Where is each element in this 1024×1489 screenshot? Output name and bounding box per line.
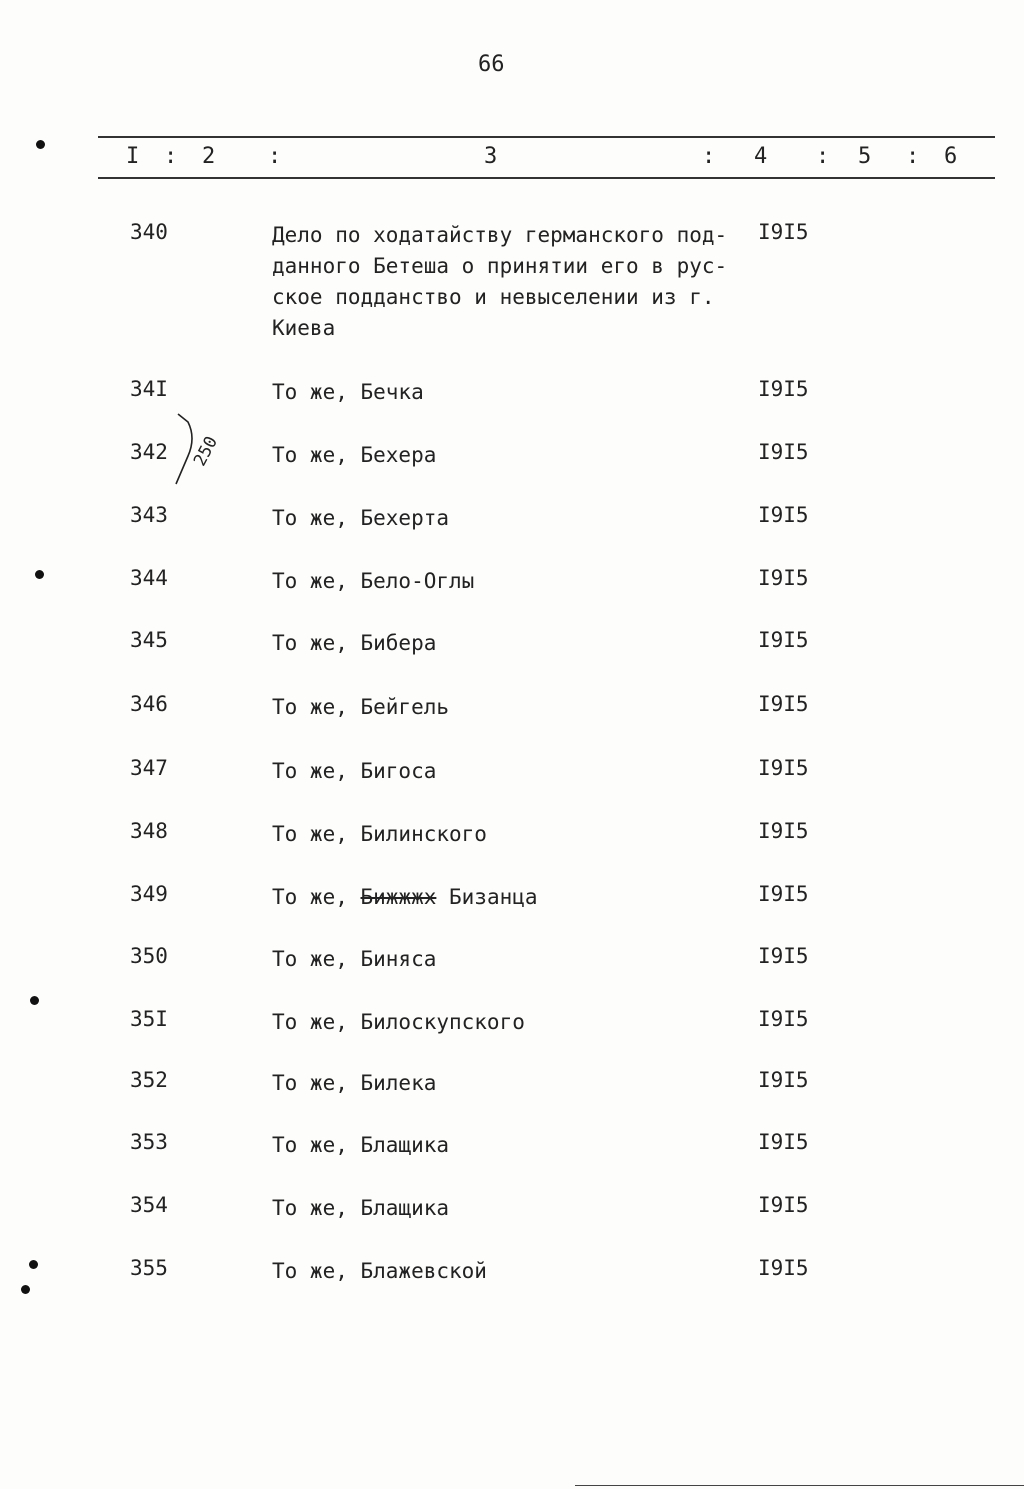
row-year: I9I5 bbox=[758, 819, 809, 843]
row-description: То же, Биняса bbox=[272, 947, 437, 971]
row-description: То же, Бибера bbox=[272, 631, 437, 655]
row-year: I9I5 bbox=[758, 220, 809, 244]
row-year: I9I5 bbox=[758, 882, 809, 906]
handwritten-annotation bbox=[174, 412, 234, 492]
row-description: То же, Билинского bbox=[272, 822, 487, 846]
row-number: 344 bbox=[130, 566, 168, 590]
row-year: I9I5 bbox=[758, 566, 809, 590]
row-description: То же, Блажевской bbox=[272, 1259, 487, 1283]
row-number: 349 bbox=[130, 882, 168, 906]
header-col-6: 6 bbox=[944, 144, 958, 169]
row-year: I9I5 bbox=[758, 944, 809, 968]
row-description: То же, Бейгель bbox=[272, 695, 450, 719]
row-number: 35I bbox=[130, 1007, 168, 1031]
row-description: Дело по ходатайству германского под- данного Бетеша о принятии его в рус- ское подданство и невыселении из г. Киева bbox=[272, 223, 728, 340]
page-number: 66 bbox=[478, 52, 505, 77]
row-description: То же, Билека bbox=[272, 1071, 437, 1095]
punch-hole-mark bbox=[36, 140, 45, 149]
punch-hole-mark bbox=[30, 996, 39, 1005]
punch-hole-mark bbox=[29, 1260, 38, 1269]
header-rule-bottom bbox=[98, 177, 995, 179]
row-year: I9I5 bbox=[758, 503, 809, 527]
row-number: 350 bbox=[130, 944, 168, 968]
row-description: То же, Бехерта bbox=[272, 506, 450, 530]
header-sep: : bbox=[702, 144, 716, 169]
header-col-2: 2 bbox=[202, 144, 216, 169]
row-number: 348 bbox=[130, 819, 168, 843]
row-year: I9I5 bbox=[758, 1068, 809, 1092]
row-description-prefix: То же, bbox=[272, 885, 361, 909]
row-description-suffix: Бизанца bbox=[436, 885, 538, 909]
row-year: I9I5 bbox=[758, 1256, 809, 1280]
header-sep: : bbox=[906, 144, 920, 169]
header-rule-top bbox=[98, 136, 995, 138]
header-sep: : bbox=[816, 144, 830, 169]
row-description: То же, Бечка bbox=[272, 380, 424, 404]
punch-hole-mark bbox=[35, 570, 44, 579]
header-sep: : bbox=[268, 144, 282, 169]
row-year: I9I5 bbox=[758, 440, 809, 464]
struck-text: Бижжжх bbox=[360, 885, 437, 909]
row-number: 345 bbox=[130, 628, 168, 652]
row-number: 343 bbox=[130, 503, 168, 527]
row-year: I9I5 bbox=[758, 1193, 809, 1217]
row-description: То же, Бигоса bbox=[272, 759, 437, 783]
header-col-5: 5 bbox=[858, 144, 872, 169]
row-year: I9I5 bbox=[758, 1130, 809, 1154]
header-col-1: I bbox=[126, 144, 140, 169]
row-number: 354 bbox=[130, 1193, 168, 1217]
row-number: 346 bbox=[130, 692, 168, 716]
table-header bbox=[0, 144, 1024, 172]
header-col-4: 4 bbox=[754, 144, 768, 169]
row-year: I9I5 bbox=[758, 692, 809, 716]
row-year: I9I5 bbox=[758, 756, 809, 780]
row-year: I9I5 bbox=[758, 628, 809, 652]
row-description: То же, Бело-Оглы bbox=[272, 569, 475, 593]
punch-hole-mark bbox=[21, 1285, 30, 1294]
header-sep: : bbox=[164, 144, 178, 169]
annotation-text: 250 bbox=[189, 433, 223, 470]
bottom-rule bbox=[575, 1485, 1024, 1486]
row-description: То же, Блащика bbox=[272, 1196, 450, 1220]
row-number: 342 bbox=[130, 440, 168, 464]
row-description: То же, Билоскупского bbox=[272, 1010, 525, 1034]
row-description bbox=[272, 882, 742, 913]
row-number: 34I bbox=[130, 377, 168, 401]
row-number: 347 bbox=[130, 756, 168, 780]
row-number: 340 bbox=[130, 220, 168, 244]
row-description: То же, Блащика bbox=[272, 1133, 450, 1157]
row-number: 355 bbox=[130, 1256, 168, 1280]
row-year: I9I5 bbox=[758, 377, 809, 401]
row-number: 353 bbox=[130, 1130, 168, 1154]
header-col-3: 3 bbox=[484, 144, 498, 169]
row-description: То же, Бехера bbox=[272, 443, 437, 467]
row-year: I9I5 bbox=[758, 1007, 809, 1031]
row-number: 352 bbox=[130, 1068, 168, 1092]
